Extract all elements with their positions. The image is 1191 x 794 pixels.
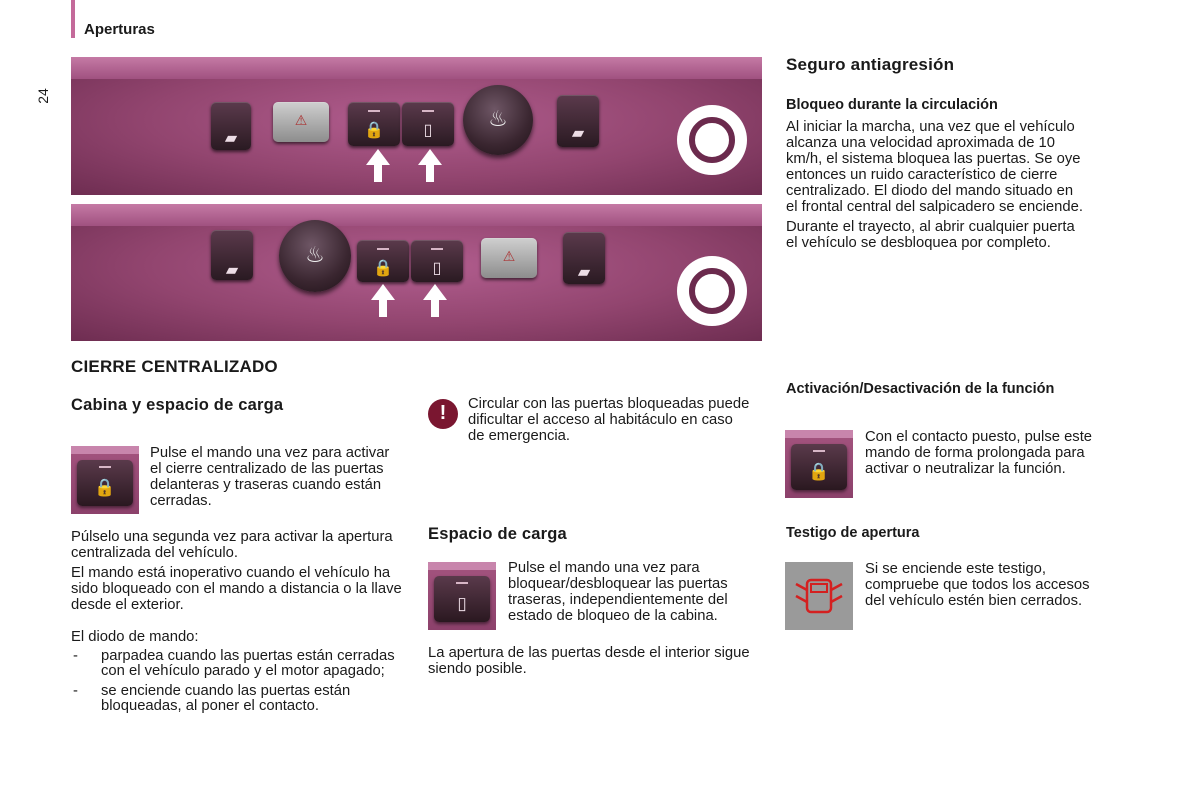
lock-icon: 🔒 [94, 478, 116, 497]
left-hand-drive-badge [677, 256, 747, 326]
list-item: - se enciende cuando las puertas están bloqueadas, al poner el contacto. [71, 684, 411, 714]
thumb-central-lock-button [71, 446, 139, 514]
lock-icon: 🔒 [808, 462, 830, 481]
arrow-up-icon [418, 149, 442, 165]
right-hand-drive-badge [677, 105, 747, 175]
caption-testigo: Si se enciende este testigo, compruebe que todos los accesos del vehículo estén bien cerrados. [865, 561, 1090, 609]
thumb-rear-door-button [428, 562, 496, 630]
right-window-switch: ▰ [557, 95, 599, 147]
heading-activacion: Activación/Desactivación de la función [786, 381, 1055, 397]
caption-rear-door: Pulse el mando una vez para bloquear/desbloquear las puertas traseras, independientemente del estado de bloqueo de la cabina. [508, 560, 728, 624]
exclamation-icon: ! [439, 402, 447, 424]
arrow-up-icon [366, 149, 390, 165]
diode-list [71, 649, 411, 719]
car-doors-open-icon [793, 576, 845, 616]
paragraph: Al iniciar la marcha, una vez que el vehículo alcanza una velocidad aproximada de 10 km/h, el sistema bloquea las puertas. Se oye entonces un ruido característico de cierre centralizado. El diodo del mando situado en el frontal central del salpicadero se enciende. [786, 119, 1083, 215]
heading-cabina: Cabina y espacio de carga [71, 396, 284, 414]
section-title: Aperturas [84, 21, 155, 38]
diode-intro: El diodo de mando: [71, 629, 199, 645]
heading-bloqueo: Bloqueo durante la circulación [786, 97, 998, 113]
left-window-switch: ▰ [211, 102, 251, 150]
cigarette-lighter-icon: ♨ [305, 241, 325, 267]
rear-door-icon: ▯ [457, 594, 467, 613]
hazard-switch [481, 238, 537, 278]
dashboard-photo-rhd [71, 204, 762, 341]
lock-icon: 🔒 [364, 122, 384, 139]
paragraph: Durante el trayecto, al abrir cualquier puerta el vehículo se desbloquea por completo. [786, 219, 1075, 251]
right-window-switch: ▰ [563, 232, 605, 284]
left-window-switch: ▰ [211, 230, 253, 280]
hazard-icon: ⚠ [294, 112, 308, 128]
heading-espacio-carga: Espacio de carga [428, 525, 567, 543]
heading-testigo: Testigo de apertura [786, 525, 920, 541]
lock-icon: 🔒 [373, 260, 393, 277]
rear-door-icon: ▯ [432, 260, 442, 277]
arrow-up-icon [423, 284, 447, 300]
rear-door-lock-switch [402, 102, 454, 146]
warning-badge [428, 399, 458, 429]
thumb-lock-button [785, 430, 853, 498]
cigarette-lighter [279, 220, 351, 292]
rear-door-icon: ▯ [423, 122, 433, 139]
paragraph: El mando está inoperativo cuando el vehículo ha sido bloqueado con el mando a distancia o la llave desde el exterior. [71, 565, 402, 613]
paragraph: Púlselo una segunda vez para activar la apertura centralizada del vehículo. [71, 529, 393, 561]
list-item: - parpadea cuando las puertas están cerradas con el vehículo parado y el motor apagado; [71, 649, 411, 679]
right-body [786, 119, 1086, 255]
section-tab-bar [71, 0, 75, 38]
cigarette-lighter [463, 85, 533, 155]
telltale-tile [785, 562, 853, 630]
heading-cierre-centralizado: CIERRE CENTRALIZADO [71, 357, 278, 376]
caption-central-lock: Pulse el mando una vez para activar el cierre centralizado de las puertas delanteras y traseras cuando están cerradas. [150, 445, 390, 509]
cigarette-lighter-icon: ♨ [488, 106, 508, 131]
central-lock-switch [357, 240, 409, 282]
hazard-switch [273, 102, 329, 142]
warning-text: Circular con las puertas bloqueadas puede dificultar el acceso al habitáculo en caso de emergencia. [468, 396, 750, 444]
dashboard-photo-lhd [71, 57, 762, 195]
middle-paragraph: La apertura de las puertas desde el interior sigue siendo posible. [428, 645, 750, 677]
rear-door-lock-switch [411, 240, 463, 282]
arrow-up-icon [371, 284, 395, 300]
page-number: 24 [35, 88, 51, 104]
caption-activacion: Con el contacto puesto, pulse este mando de forma prolongada para activar o neutralizar la función. [865, 429, 1093, 477]
central-lock-switch [348, 102, 400, 146]
hazard-icon: ⚠ [502, 248, 516, 264]
left-body [71, 529, 406, 617]
heading-seguro: Seguro antiagresión [786, 55, 955, 74]
